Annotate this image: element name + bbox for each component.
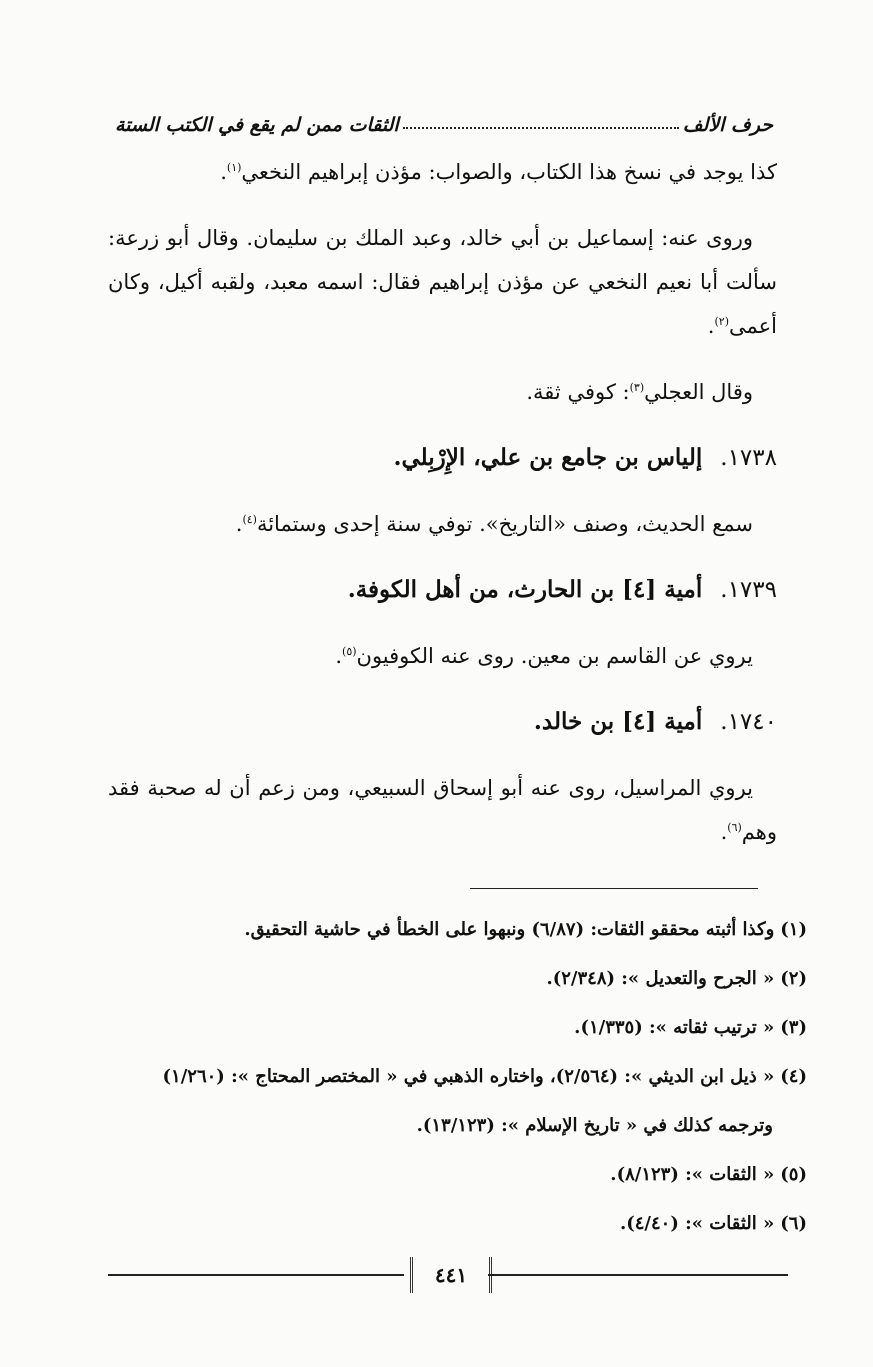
footnote-number: (٦) (780, 1213, 807, 1234)
footnote: (٤)« ذيل ابن الديثي »: (٢/٥٦٤)، واختاره الذهبي في « المختصر المحتاج »: (١/٢٦٠) (162, 1066, 807, 1087)
footnote: (٥)« الثقات »: (٨/١٢٣). (610, 1164, 807, 1185)
footnotes (95, 905, 807, 1248)
footnote-number: (١) (780, 919, 807, 940)
footnote-number: (٢) (780, 968, 807, 989)
entry-heading (108, 436, 777, 480)
entry-heading (108, 700, 777, 744)
entry-number: ١٧٣٩. (720, 577, 777, 603)
entry-number: ١٧٤٠. (720, 709, 777, 735)
footnote-separator (470, 888, 758, 889)
header-dot-leader (403, 127, 679, 129)
entry-name: إلياس بن جامع بن علي، الإِرْبِلي. (393, 444, 703, 471)
running-header (115, 96, 773, 136)
entry-text: يروي المراسيل، روى عنه أبو إسحاق السبيعي، ومن زعم أن له صحبة فقد وهم$^{(٦)}$. (108, 776, 777, 844)
paragraph: وروى عنه: إسماعيل بن أبي خالد، وعبد الملك بن سليمان. وقال أبو زرعة: سألت أبا نعيم النخعي عن مؤذن إبراهيم فقال: اسمه معبد، ولقبه أكيل، وكان أعمى$^{(٢)}$. (108, 226, 777, 338)
header-chapter: حرف الألف (682, 114, 773, 136)
paragraph: وقال العجلي$^{(٣)}$: كوفي ثقة. (526, 380, 753, 404)
footnote: (١)وكذا أثبته محققو الثقات: (٦/٨٧) ونبهوا على الخطأ في حاشية التحقيق. (244, 919, 807, 940)
footnote-ref: (١) (226, 161, 242, 174)
footnote-ref: (٢) (714, 315, 729, 328)
entry-text: سمع الحديث، وصنف «التاريخ». توفي سنة إحدى وستمائة$^{(٤)}$. (235, 512, 753, 536)
main-text (108, 150, 777, 876)
footer-rule-left (108, 1274, 404, 1276)
footnote: (٢)« الجرح والتعديل »: (٢/٣٤٨). (546, 968, 807, 989)
footnote-number: (٥) (780, 1164, 807, 1185)
page-footer (108, 1257, 788, 1297)
footnote-number: (٣) (780, 1017, 807, 1038)
entry-number: ١٧٣٨. (720, 445, 777, 471)
footnote-ref: (٤) (242, 513, 257, 526)
entry-heading (108, 568, 777, 612)
footnote: (٣)« ترتيب ثقاته »: (١/٣٣٥). (574, 1017, 807, 1038)
footnote: (٦)« الثقات »: (٤/٤٠). (619, 1213, 807, 1234)
header-book-title: الثقات ممن لم يقع في الكتب الستة (115, 114, 399, 136)
footer-rule-right (488, 1274, 788, 1276)
entry-name: أمية [٤] بن الحارث، من أهل الكوفة. (347, 576, 703, 603)
footnote-ref: (٦) (727, 821, 742, 834)
footnote-continuation: وترجمه كذلك في « تاريخ الإسلام »: (١٣/١٢٣). (416, 1115, 773, 1136)
footnote-ref: (٣) (629, 381, 645, 394)
entry-name: أمية [٤] بن خالد. (533, 708, 703, 735)
page-number: ٤٤١ (410, 1257, 492, 1293)
entry-text: يروي عن القاسم بن معين. روى عنه الكوفيون$^{(٥)}$. (335, 644, 753, 668)
footnote-number: (٤) (780, 1066, 807, 1087)
footnote-ref: (٥) (342, 645, 357, 658)
paragraph: كذا يوجد في نسخ هذا الكتاب، والصواب: مؤذن إبراهيم النخعي$^{(١)}$. (220, 160, 777, 184)
